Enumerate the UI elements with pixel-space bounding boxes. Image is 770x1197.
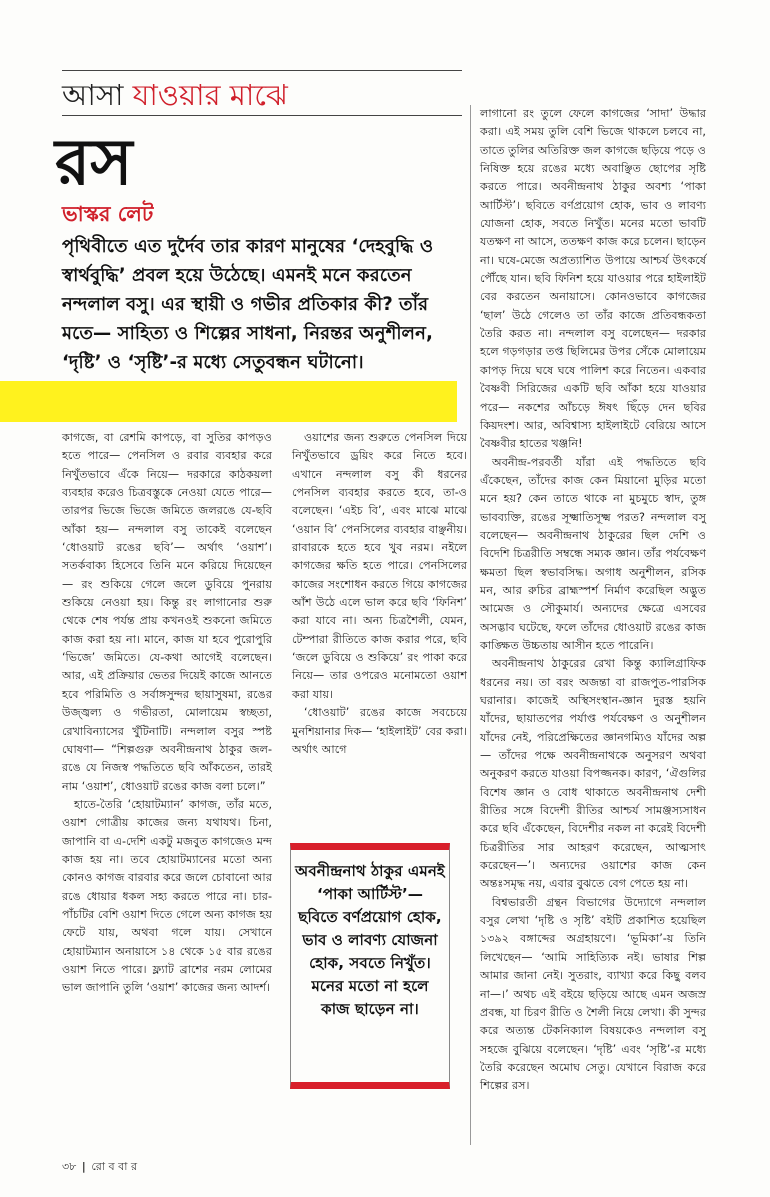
article-title: রস [55, 125, 133, 200]
top-rule [62, 70, 462, 71]
kicker-part-1: আসা [62, 78, 124, 112]
paragraph: অবনীন্দ্র-পরবর্তী যাঁরা এই পদ্ধতিতে ছবি এঁকেছেন, তাঁদের কাজ কেন মিয়ানো মুড়ির মতো মনে হয়? কেন তাতে থাকে না মুচমুচে স্বাদ, তুঙ্গ ভাবব্যক্তি, রঙের সূক্ষ্মাতিসূক্ষ্ম পরত? নন্দলাল বসু বলেছেন— অবনীন্দ্রনাথ ঠাকুরের ছিল দেশি ও বিদেশি চিত্ররীতি সম্বন্ধে সম্যক জ্ঞান। তাঁর পর্যবেক্ষণ ক্ষমতা ছিল স্বভাবসিদ্ধ। অগাধ অনুশীলন, রসিক মন, আর রুচির ব্রাহ্মস্পর্শ নির্মাণ করেছিল অদ্ভুত আমেজ ও সৌকুমার্য। অন্যদের ক্ষেত্রে এসবের অসদ্ভাব ঘটেছে, ফলে তাঁদের ধোওয়াট রঙের কাজ কাঙ্ক্ষিত উচ্চতায় আসীন হতে পারেনি। [480, 455, 706, 652]
section-name: রো ব বা র [91, 1160, 138, 1173]
author-byline: ভাস্কর লেট [62, 202, 154, 226]
kicker-part-2: যাওয়ার মাঝে [132, 78, 288, 112]
footer-separator: | [81, 1160, 86, 1173]
article-column-2 [292, 429, 467, 759]
pull-quote-box [290, 843, 450, 1089]
article-column-3 [480, 105, 706, 1096]
page-footer [62, 1158, 137, 1177]
pull-quote-text: অবনীন্দ্রনাথ ঠাকুর এমনই ‘পাকা আর্টিস্ট’— ছবিতে বর্ণপ্রয়োগ হোক, ভাব ও লাবণ্য যোজনা হোক, সবতে নিখুঁত। মনের মতো না হলে কাজ ছাড়েন না। [295, 862, 445, 1018]
yellow-accent-bar [0, 381, 457, 422]
page-number: ৩৮ [62, 1160, 77, 1173]
paragraph: ‘ধোওয়াট’ রঙের কাজে সবচেয়ে মুনশিয়ানার দিক— ‘হাইলাইট’ বের করা। অর্থাৎ আগে [292, 706, 467, 756]
paragraph: অবনীন্দ্রনাথ ঠাকুরের রেখা কিন্তু ক্যালিগ্রাফিক ধরনের নয়। তা বরং অজন্তা বা রাজপুত-পারসিক ঘরানার। কাজেই অস্থিসংস্থান-জ্ঞান দুরস্ত হয়নি যাঁদের, ছায়াতপের পর্যাপ্ত পর্যবেক্ষণ ও অনুশীলন যাঁদের নেই, পরিপ্রেক্ষিতের জ্ঞানগম্যিও যাঁদের অল্প— তাঁদের পক্ষে অবনীন্দ্রনাথকে অনুসরণ অথবা অনুকরণ করতে যাওয়া বিপজ্জনক। কারণ, ‘ঐগুলির বিশেষ জ্ঞান ও বোধ থাকাতে অবনীন্দ্রনাথ দেশী রীতির সঙ্গে বিদেশী রীতির আশ্চর্য সামঞ্জস্যসাধন করে ছবি এঁকেছেন, বিদেশীর নকল না করেই বিদেশী চিত্ররীতির সার আহরণ করেছেন, আত্মসাৎ করেছেন—’। অন্যদের ওয়াশের কাজ কেন অন্তঃসমৃদ্ধ নয়, এবার বুঝতে বেগ পেতে হয় না। [480, 657, 706, 891]
paragraph: ওয়াশের জন্য শুরুতে পেনসিল দিয়ে নিখুঁতভাবে ড্রয়িং করে নিতে হবে। এখানে নন্দলাল বসু কী ধরনের পেনসিল ব্যবহার করতে হবে, তা-ও বলেছেন। ‘এইচ বি’, এবং মাঝে মাঝে ‘ওয়ান বি’ পেনসিলের ব্যবহার বাঞ্ছনীয়। রাবারকে হতে হবে খুব নরম। নইলে কাগজের ক্ষতি হতে পারে। পেনসিলের কাজের সংশোধন করতে গিয়ে কাগজের আঁশ উঠে এলে ভাল করে ছবি ‘ফিনিশ’ করা যাবে না। অন্য চিত্রশৈলী, যেমন, টেম্পারা রীতিতে কাজ করার পরে, ছবি ‘জলে ডুবিয়ে ও শুকিয়ে’ রং পাকা করে নিয়ে— তার ওপরেও মনোমতো ওয়াশ করা যায়। [292, 431, 467, 701]
column-divider-right [470, 105, 471, 1145]
paragraph: কাগজে, বা রেশমি কাপড়ে, বা সুতির কাপড়ও হতে পারে— পেনসিল ও রবার ব্যবহার করে নিখুঁতভাবে এঁকে নিয়ে— দরকারে কাঠকয়লা ব্যবহার করেও চিত্রবস্তুকে নেওয়া যেতে পারে— তারপর ভিজে ভিজে জমিতে জলরঙে যে-ছবি আঁকা হয়— নন্দলাল বসু তাকেই বলেছেন ‘ধোওয়াট রঙের ছবি’— অর্থাৎ ‘ওয়াশ’। সতর্কবাক্য হিসেবে তিনি মনে করিয়ে দিয়েছেন— রং শুকিয়ে গেলে জলে ডুবিয়ে পুনরায় শুকিয়ে নেওয়া হয়। কিন্তু রং লাগানোর শুরু থেকে শেষ পর্যন্ত প্রায় কখনওই শুকনো জমিতে কাজ করা হয় না। মানে, কাজ যা হবে পুরোপুরি ‘ভিজে’ জমিতে। যে-কথা আগেই বলেছেন। আর, এই প্রক্রিয়ার ভেতর দিয়েই কাজে আনতে হবে পরিমিতি ও সর্বাঙ্গসুন্দর ছায়াসুষমা, রঙের উজ্জ্বল্য ও গভীরতা, মোলায়েম স্বচ্ছতা, রেখাবিন্যাসের খুঁটিনাটি। নন্দলাল বসুর স্পষ্ট ঘোষণা— “শিল্পগুরু অবনীন্দ্রনাথ ঠাকুর জল-রঙে যে নিজস্ব পদ্ধতিতে ছবি আঁকতেন, তারই নাম ‘ওয়াশ’, ধোওয়াট রঙের কাজ বলা চলে।” [62, 431, 272, 793]
paragraph: লাগানো রং তুলে ফেলে কাগজের ‘সাদা’ উদ্ধার করা। এই সময় তুলি বেশি ভিজে থাকলে চলবে না, তাতে তুলির অতিরিক্ত জল কাগজে ছড়িয়ে পড়ে ও নিষিক্ত হয়ে রঙের মধ্যে অবাঞ্ছিত ছোপের সৃষ্টি করতে পারে। অবনীন্দ্রনাথ ঠাকুর অবশ্য ‘পাকা আর্টিস্ট’। ছবিতে বর্ণপ্রয়োগ হোক, ভাব ও লাবণ্য যোজনা হোক, সবতে নিখুঁত। মনের মতো ভাবটি যতক্ষণ না আসে, ততক্ষণ কাজ করে চলেন। ছাড়েন না। ঘষে-মেজে অপ্রত্যাশিত উপায়ে আশ্চর্য উৎকর্ষে পৌঁছে যান। ছবি ফিনিশ হয়ে যাওয়ার পরে হাইলাইট বের করতেন অনায়াসে। কোনওভাবে কাগজের ‘ছাল’ উঠে গেলেও তা তাঁর কাজে প্রতিবন্ধকতা তৈরি করত না। নন্দলাল বসু বলেছেন— দরকার হলে গড়গড়ার তপ্ত ছিলিমের উপর সেঁকে মোলায়েম কাপড় দিয়ে ঘষে ঘষে পালিশ করে নিতেন। একবার বৈষ্ণবী সিরিজের একটি ছবি আঁকা হয়ে যাওয়ার পরে— নকশের আঁচড়ে ঈষৎ ছিঁড়ে দেন ছবির কিয়দংশ। আর, অবিশ্বাস্য হাইলাইটে বেরিয়ে আসে বৈষ্ণবীর হাতের খঞ্জনি! [480, 107, 706, 451]
kicker-rule [62, 115, 462, 116]
paragraph: হাতে-তৈরি ‘হোয়াটম্যান’ কাগজ, তাঁর মতে, ওয়াশ গোত্রীয় কাজের জন্য যথাযথ। চিনা, জাপানি বা এ-দেশি একটু মজবুত কাগজেও মন্দ কাজ হয় না। তবে হোয়াটম্যানের মতো অন্য কোনও কাগজ বারবার করে জলে চোবানো আর রঙে ধোয়ার ধকল সহ্য করতে পারে না। চার-পাঁচটির বেশি ওয়াশ দিতে গেলে অন্য কাগজ হয় ফেটে যায়, অথবা গলে যায়। সেখানে হোয়াটম্যান অনায়াসে ১৪ থেকে ১৫ বার রঙের ওয়াশ নিতে পারে। ফ্ল্যাট ব্রাশের নরম লোমের ভাল জাপানি তুলি ‘ওয়াশ’ কাজের জন্য আদর্শ। [62, 797, 272, 995]
section-kicker [62, 78, 288, 112]
article-column-1 [62, 429, 272, 998]
standfirst: পৃথিবীতে এত দুর্দৈব তার কারণ মানুষের ‘দেহবুদ্ধি ও স্বার্থবুদ্ধি’ প্রবল হয়ে উঠেছে। এমনই মনে করতেন নন্দলাল বসু। এর স্থায়ী ও গভীর প্রতিকার কী? তাঁর মতে— সাহিত্য ও শিল্পের সাধনা, নিরন্তর অনুশীলন, ‘দৃষ্টি’ ও ‘সৃষ্টি’-র মধ্যে সেতুবন্ধন ঘটানো। [62, 236, 434, 373]
paragraph: বিশ্বভারতী গ্রন্থন বিভাগের উদ্যোগে নন্দলাল বসুর লেখা ‘দৃষ্টি ও সৃষ্টি’ বইটি প্রকাশিত হয়েছিল ১৩৯২ বঙ্গাব্দের অগ্রহায়ণে। ‘ভূমিকা’-য় তিনি লিখেছেন— ‘আমি সাহিত্যিক নই। ভাষার শিল্প আমার জানা নেই। সুতরাং, ব্যাখ্যা করে কিছু বলব না—।’ অথচ এই বইয়ে ছড়িয়ে আছে এমন অজস্র প্রবন্ধ, যা চিরণ রীতি ও শৈলী নিয়ে লেখা। কী সুন্দর করে অত্যন্ত টেকনিক্যাল বিষয়কেও নন্দলাল বসু সহজে বুঝিয়ে বলেছেন। ‘দৃষ্টি’ এবং ‘সৃষ্টি’-র মধ্যে তৈরি করেছেন অমোঘ সেতু। যেখানে বিরাজ করে শিল্পের রস। [480, 895, 706, 1093]
